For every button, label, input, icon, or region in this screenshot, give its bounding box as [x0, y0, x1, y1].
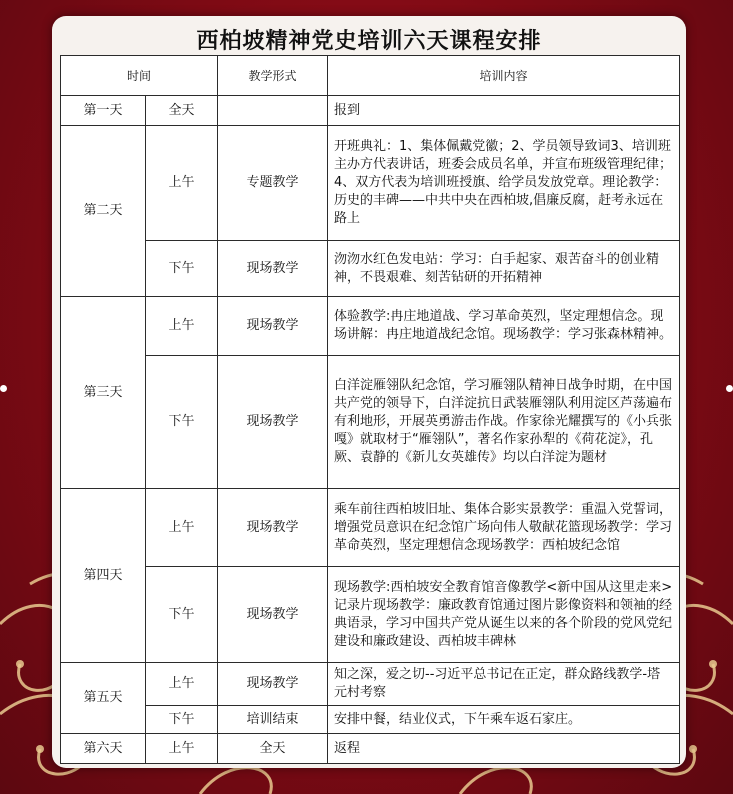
form-cell: 现场教学 [218, 241, 328, 297]
day-cell: 第六天 [61, 734, 146, 764]
content-cell: 沕沕水红色发电站：学习：白手起家、艰苦奋斗的创业精神，不畏艰难、刻苦钻研的开拓精神 [328, 241, 680, 297]
table-header-row [61, 56, 680, 96]
period-cell: 下午 [146, 241, 218, 297]
table-row [61, 489, 680, 567]
content-cell: 白洋淀雁翎队纪念馆，学习雁翎队精神日战争时期，在中国共产党的领导下，白洋淀抗日武装雁翎队利用淀区芦荡遍布有利地形，开展英勇游击作战。作家徐光耀撰写的《小兵张嘎》就取材于“雁翎队”，著名作家孙犁的《荷花淀》，孔厥、袁静的《新儿女英雄传》均以白洋淀为题材 [328, 356, 680, 489]
content-cell: 乘车前往西柏坡旧址、集体合影实景教学：重温入党誓词，增强党员意识在纪念馆广场向伟人敬献花篮现场教学：学习革命英烈，坚定理想信念现场教学：西柏坡纪念馆 [328, 489, 680, 567]
table-row [61, 356, 680, 489]
form-cell [218, 96, 328, 126]
day-cell: 第二天 [61, 126, 146, 297]
right-carousel-dot[interactable] [726, 385, 733, 392]
table-row [61, 126, 680, 241]
form-cell: 全天 [218, 734, 328, 764]
content-cell: 开班典礼：1、集体佩戴党徽；2、学员领导致词3、培训班主办方代表讲话，班委会成员名单，并宣布班级管理纪律；4、双方代表为培训班授旗、给学员发放党章。理论教学：历史的丰碑——中共中央在西柏坡,倡廉反腐，赶考永远在路上 [328, 126, 680, 241]
content-cell: 体验教学:冉庄地道战、学习革命英烈，坚定理想信念。现场讲解：冉庄地道战纪念馆。现场教学：学习张森林精神。 [328, 297, 680, 356]
period-cell: 下午 [146, 706, 218, 734]
period-cell: 上午 [146, 126, 218, 241]
schedule-card [52, 16, 686, 768]
form-cell: 现场教学 [218, 567, 328, 663]
form-cell: 现场教学 [218, 489, 328, 567]
day-cell: 第四天 [61, 489, 146, 663]
table-row [61, 567, 680, 663]
period-cell: 下午 [146, 356, 218, 489]
content-cell: 安排中餐，结业仪式，下午乘车返石家庄。 [328, 706, 680, 734]
table-row [61, 241, 680, 297]
form-cell: 现场教学 [218, 663, 328, 706]
content-cell: 报到 [328, 96, 680, 126]
table-row [61, 297, 680, 356]
content-cell: 知之深，爱之切--习近平总书记在正定，群众路线教学-塔元村考察 [328, 663, 680, 706]
period-cell: 下午 [146, 567, 218, 663]
period-cell: 上午 [146, 734, 218, 764]
day-cell: 第一天 [61, 96, 146, 126]
table-row [61, 734, 680, 764]
form-cell: 专题教学 [218, 126, 328, 241]
form-cell: 培训结束 [218, 706, 328, 734]
content-cell: 返程 [328, 734, 680, 764]
table-row [61, 706, 680, 734]
left-carousel-dot[interactable] [0, 385, 7, 392]
page-title: 西柏坡精神党史培训六天课程安排 [196, 29, 542, 54]
header-time: 时间 [61, 56, 218, 96]
header-form: 教学形式 [218, 56, 328, 96]
period-cell: 上午 [146, 489, 218, 567]
schedule-table [60, 55, 680, 764]
period-cell: 上午 [146, 663, 218, 706]
table-row [61, 663, 680, 706]
content-cell: 现场教学:西柏坡安全教育馆音像教学<新中国从这里走来>记录片现场教学：廉政教育馆通过图片影像资料和领袖的经典语录，学习中国共产党从诞生以来的各个阶段的党风党纪建设和廉政建设、西柏坡丰碑林 [328, 567, 680, 663]
day-cell: 第五天 [61, 663, 146, 734]
period-cell: 上午 [146, 297, 218, 356]
form-cell: 现场教学 [218, 297, 328, 356]
period-cell: 全天 [146, 96, 218, 126]
form-cell: 现场教学 [218, 356, 328, 489]
header-content: 培训内容 [328, 56, 680, 96]
table-row [61, 96, 680, 126]
day-cell: 第三天 [61, 297, 146, 489]
